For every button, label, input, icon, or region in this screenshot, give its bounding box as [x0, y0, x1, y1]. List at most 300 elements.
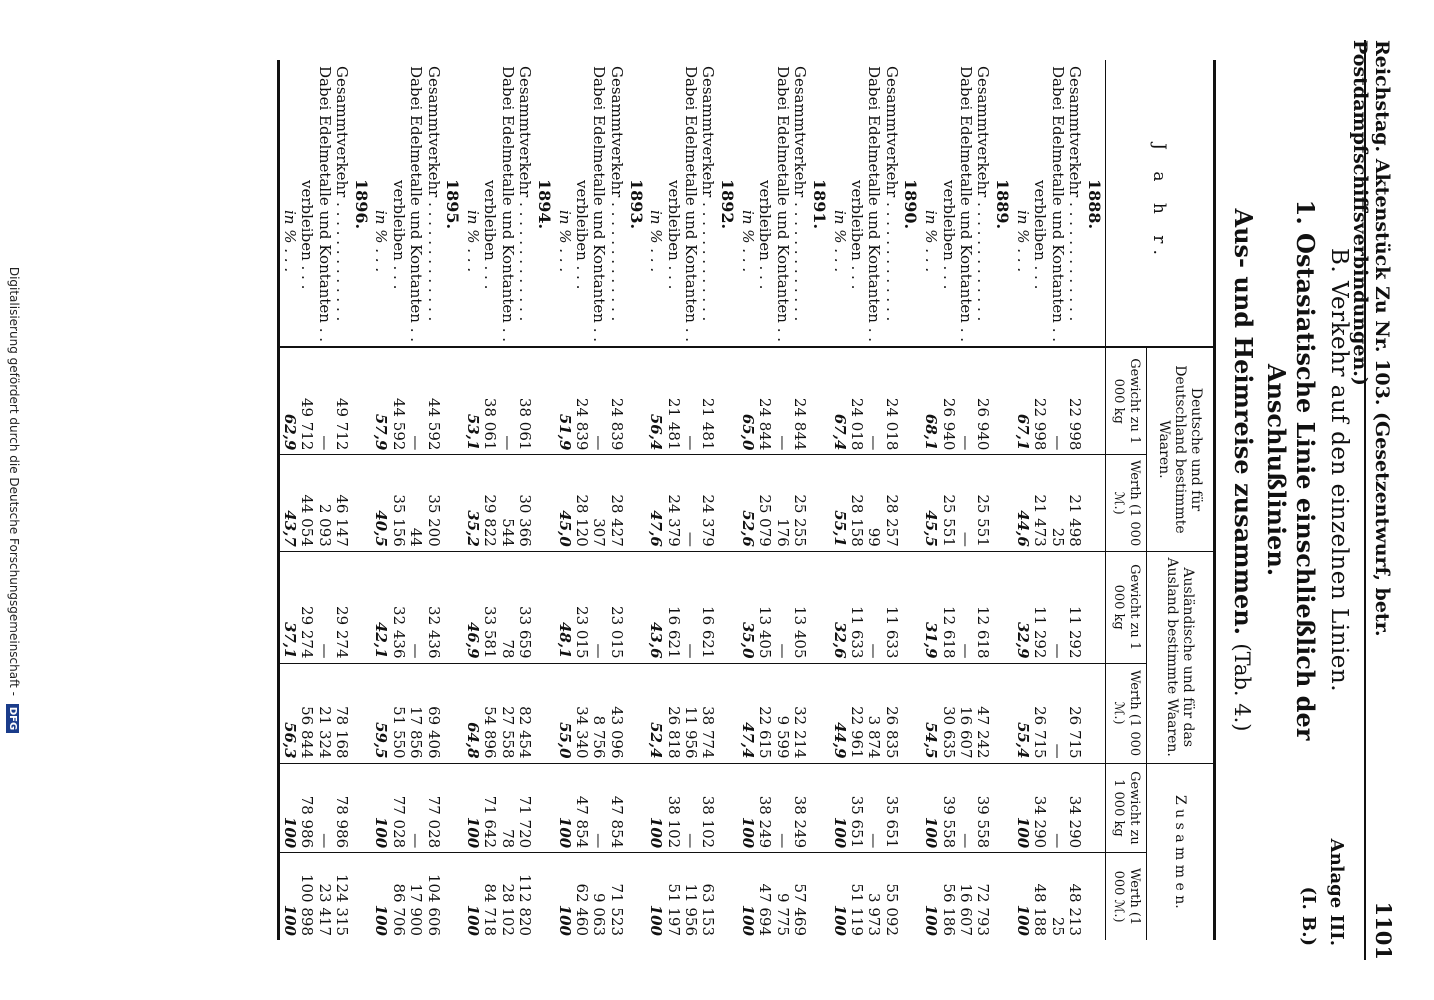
- row-label-verbleiben: verbleiben . . .: [664, 60, 681, 347]
- value-cell: 124 315: [333, 853, 350, 940]
- empty-cell: [350, 455, 372, 551]
- row-label-gesammt: Gesammtverkehr . . . . . . . . . . . . .: [424, 60, 441, 347]
- value-cell: 100: [555, 763, 572, 853]
- value-cell: 23 417: [315, 853, 332, 940]
- value-cell: —: [590, 763, 607, 853]
- value-cell: 47 242: [974, 663, 991, 763]
- value-cell: 21 481: [664, 347, 681, 455]
- group-header-german: Deutsche und für Deutschland bestimmte Waaren.: [1147, 347, 1215, 551]
- table-row: [882, 60, 899, 940]
- value-cell: 24 018: [882, 347, 899, 455]
- year-row: [625, 60, 647, 940]
- value-cell: 27 558: [498, 663, 515, 763]
- row-label-dabei: Dabei Edelmetalle und Kontanten . .: [865, 60, 882, 347]
- value-cell: —: [957, 551, 974, 663]
- value-cell: 72 793: [974, 853, 991, 940]
- value-cell: 51,9: [555, 347, 572, 455]
- empty-cell: [533, 663, 555, 763]
- year-row: [900, 60, 922, 940]
- empty-cell: [350, 853, 372, 940]
- value-cell: 100: [372, 763, 389, 853]
- value-cell: 100: [464, 853, 481, 940]
- value-cell: 21 324: [315, 663, 332, 763]
- subheader-gewicht: Gewicht zu 1 000 kg: [1106, 763, 1147, 853]
- value-cell: 39 558: [974, 763, 991, 853]
- year-label: 1894.: [533, 60, 555, 347]
- value-cell: 38 102: [699, 763, 716, 853]
- value-cell: 55 092: [882, 853, 899, 940]
- value-cell: —: [773, 763, 790, 853]
- table-row: [1048, 60, 1065, 940]
- empty-cell: [717, 455, 739, 551]
- value-cell: 100: [739, 763, 756, 853]
- value-cell: 24 844: [756, 347, 773, 455]
- value-cell: 24 844: [791, 347, 808, 455]
- row-label-verbleiben: verbleiben . . .: [573, 60, 590, 347]
- value-cell: —: [1048, 347, 1065, 455]
- value-cell: 44,9: [830, 663, 847, 763]
- empty-cell: [900, 763, 922, 853]
- table-row: [865, 60, 882, 940]
- value-cell: 100: [739, 853, 756, 940]
- value-cell: 26 818: [664, 663, 681, 763]
- value-cell: 44 592: [389, 347, 406, 455]
- value-cell: 55,1: [830, 455, 847, 551]
- row-label-gesammt: Gesammtverkehr . . . . . . . . . . . . .: [974, 60, 991, 347]
- empty-cell: [991, 347, 1013, 455]
- table-row: [664, 60, 681, 940]
- value-cell: 33 659: [516, 551, 533, 663]
- row-label-pct: in % . . .: [279, 60, 298, 347]
- table-row: [1031, 60, 1048, 940]
- value-cell: 28 102: [498, 853, 515, 940]
- value-cell: 100: [464, 763, 481, 853]
- value-cell: 17 900: [407, 853, 424, 940]
- value-cell: 47,6: [647, 455, 664, 551]
- empty-cell: [442, 763, 464, 853]
- annex-label: Anlage III.: [1326, 838, 1347, 946]
- value-cell: 43 096: [607, 663, 624, 763]
- value-cell: 43,6: [647, 551, 664, 663]
- value-cell: —: [1048, 663, 1065, 763]
- row-label-pct: in % . . .: [647, 60, 664, 347]
- value-cell: 57 469: [791, 853, 808, 940]
- value-cell: 30 366: [516, 455, 533, 551]
- empty-cell: [808, 347, 830, 455]
- value-cell: 78 168: [333, 663, 350, 763]
- value-cell: 43,7: [279, 455, 298, 551]
- value-cell: 21 481: [699, 347, 716, 455]
- empty-cell: [991, 663, 1013, 763]
- value-cell: 48 188: [1031, 853, 1048, 940]
- row-label-gesammt: Gesammtverkehr . . . . . . . . . . . . .: [607, 60, 624, 347]
- table-row: [407, 60, 424, 940]
- row-label-dabei: Dabei Edelmetalle und Kontanten . .: [498, 60, 515, 347]
- value-cell: 21 498: [1066, 455, 1083, 551]
- subheader-werth: Werth (1 000 ℳ.): [1106, 455, 1147, 551]
- value-cell: 38 061: [481, 347, 498, 455]
- value-cell: 2 093: [315, 455, 332, 551]
- value-cell: 34 340: [573, 663, 590, 763]
- value-cell: 307: [590, 455, 607, 551]
- subheader-gewicht: Gewicht zu 1 000 kg: [1106, 551, 1147, 663]
- table-row: [739, 60, 756, 940]
- value-cell: 12 618: [939, 551, 956, 663]
- value-cell: 56 844: [298, 663, 315, 763]
- row-label-verbleiben: verbleiben . . .: [389, 60, 406, 347]
- value-cell: 38 102: [664, 763, 681, 853]
- value-cell: 26 940: [974, 347, 991, 455]
- year-row: [991, 60, 1013, 940]
- value-cell: 64,8: [464, 663, 481, 763]
- row-label-pct: in % . . .: [830, 60, 847, 347]
- value-cell: 56,3: [279, 663, 298, 763]
- row-label-pct: in % . . .: [555, 60, 572, 347]
- value-cell: 24 839: [607, 347, 624, 455]
- value-cell: —: [315, 763, 332, 853]
- row-label-pct: in % . . .: [922, 60, 939, 347]
- empty-cell: [991, 551, 1013, 663]
- value-cell: 59,5: [372, 663, 389, 763]
- value-cell: 35,0: [739, 551, 756, 663]
- row-label-gesammt: Gesammtverkehr . . . . . . . . . . . . .: [333, 60, 350, 347]
- empty-cell: [1083, 551, 1106, 663]
- value-cell: 26 940: [939, 347, 956, 455]
- value-cell: —: [865, 551, 882, 663]
- value-cell: 77 028: [389, 763, 406, 853]
- table-row: [464, 60, 481, 940]
- value-cell: 55,4: [1013, 663, 1030, 763]
- value-cell: 100 898: [298, 853, 315, 940]
- value-cell: 100: [922, 853, 939, 940]
- empty-cell: [533, 347, 555, 455]
- row-label-verbleiben: verbleiben . . .: [848, 60, 865, 347]
- value-cell: 100: [830, 853, 847, 940]
- value-cell: 24 018: [848, 347, 865, 455]
- empty-cell: [900, 853, 922, 940]
- year-label: 1896.: [350, 60, 372, 347]
- table-row: [699, 60, 716, 940]
- row-label-dabei: Dabei Edelmetalle und Kontanten . .: [407, 60, 424, 347]
- row-label-dabei: Dabei Edelmetalle und Kontanten . .: [773, 60, 790, 347]
- year-column-header: J a h r.: [1106, 60, 1215, 347]
- table-row: [315, 60, 332, 940]
- value-cell: 52,4: [647, 663, 664, 763]
- table-body: [279, 60, 1106, 940]
- row-label-dabei: Dabei Edelmetalle und Kontanten . .: [315, 60, 332, 347]
- value-cell: 45,0: [555, 455, 572, 551]
- row-label-verbleiben: verbleiben . . .: [1031, 60, 1048, 347]
- empty-cell: [533, 455, 555, 551]
- empty-cell: [442, 551, 464, 663]
- running-head-text: Reichstag. Aktenstück Zu Nr. 103. (Gesetzentwurf, betr. Postdampfschiffsverbindungen.): [1349, 40, 1393, 637]
- value-cell: 48 213: [1066, 853, 1083, 940]
- value-cell: —: [773, 551, 790, 663]
- value-cell: 49 712: [298, 347, 315, 455]
- value-cell: 29 274: [333, 551, 350, 663]
- value-cell: 51 197: [664, 853, 681, 940]
- value-cell: 30 635: [939, 663, 956, 763]
- value-cell: 13 405: [756, 551, 773, 663]
- value-cell: 24 839: [573, 347, 590, 455]
- table-row: [372, 60, 389, 940]
- year-row: [533, 60, 555, 940]
- table-row: [279, 60, 298, 940]
- value-cell: 57,9: [372, 347, 389, 455]
- year-label: 1895.: [442, 60, 464, 347]
- value-cell: 35 651: [848, 763, 865, 853]
- row-label-gesammt: Gesammtverkehr . . . . . . . . . . . . .: [882, 60, 899, 347]
- value-cell: 71 642: [481, 763, 498, 853]
- empty-cell: [808, 663, 830, 763]
- year-label: 1888.: [1083, 60, 1106, 347]
- empty-cell: [625, 663, 647, 763]
- value-cell: 65,0: [739, 347, 756, 455]
- empty-cell: [625, 763, 647, 853]
- value-cell: —: [865, 347, 882, 455]
- value-cell: 11 956: [682, 663, 699, 763]
- value-cell: 47 854: [573, 763, 590, 853]
- value-cell: 46,9: [464, 551, 481, 663]
- value-cell: 32 214: [791, 663, 808, 763]
- year-label: 1891.: [808, 60, 830, 347]
- row-label-dabei: Dabei Edelmetalle und Kontanten . .: [1048, 60, 1065, 347]
- value-cell: —: [773, 347, 790, 455]
- empty-cell: [350, 763, 372, 853]
- value-cell: 69 406: [424, 663, 441, 763]
- annex-label-block: [1294, 839, 1350, 946]
- traffic-table: [277, 60, 1216, 940]
- value-cell: —: [1048, 763, 1065, 853]
- value-cell: 29 822: [481, 455, 498, 551]
- value-cell: 32 436: [424, 551, 441, 663]
- empty-cell: [717, 663, 739, 763]
- table-row: [555, 60, 572, 940]
- value-cell: 25 551: [939, 455, 956, 551]
- year-label: 1889.: [991, 60, 1013, 347]
- value-cell: 78: [498, 551, 515, 663]
- value-cell: —: [682, 455, 699, 551]
- empty-cell: [900, 551, 922, 663]
- value-cell: 26 715: [1031, 663, 1048, 763]
- value-cell: 35,2: [464, 455, 481, 551]
- value-cell: 37,1: [279, 551, 298, 663]
- row-label-pct: in % . . .: [464, 60, 481, 347]
- value-cell: 54,5: [922, 663, 939, 763]
- row-label-verbleiben: verbleiben . . .: [481, 60, 498, 347]
- value-cell: —: [682, 347, 699, 455]
- value-cell: 25: [1048, 455, 1065, 551]
- value-cell: 47 694: [756, 853, 773, 940]
- table-row: [773, 60, 790, 940]
- page-number: 1101: [1371, 901, 1396, 960]
- row-label-gesammt: Gesammtverkehr . . . . . . . . . . . . .: [699, 60, 716, 347]
- value-cell: —: [590, 551, 607, 663]
- empty-cell: [1083, 455, 1106, 551]
- value-cell: 51 550: [389, 663, 406, 763]
- header-rule: [1364, 40, 1366, 960]
- value-cell: 32,9: [1013, 551, 1030, 663]
- table-row: [939, 60, 956, 940]
- value-cell: 71 720: [516, 763, 533, 853]
- value-cell: 78 986: [298, 763, 315, 853]
- value-cell: —: [1048, 551, 1065, 663]
- value-cell: 54 896: [481, 663, 498, 763]
- empty-cell: [717, 551, 739, 663]
- value-cell: —: [865, 763, 882, 853]
- value-cell: 28 120: [573, 455, 590, 551]
- value-cell: 11 633: [848, 551, 865, 663]
- value-cell: 16 621: [699, 551, 716, 663]
- row-label-dabei: Dabei Edelmetalle und Kontanten . .: [682, 60, 699, 347]
- value-cell: —: [590, 347, 607, 455]
- table-row: [974, 60, 991, 940]
- value-cell: —: [407, 347, 424, 455]
- empty-cell: [533, 551, 555, 663]
- empty-cell: [808, 455, 830, 551]
- value-cell: 22 615: [756, 663, 773, 763]
- dfg-logo: DFG: [6, 704, 19, 733]
- value-cell: 9 063: [590, 853, 607, 940]
- value-cell: 29 274: [298, 551, 315, 663]
- table-row: [516, 60, 533, 940]
- value-cell: 67,4: [830, 347, 847, 455]
- group-header-total: Z u s a m m e n.: [1147, 763, 1215, 940]
- value-cell: 11 633: [882, 551, 899, 663]
- value-cell: —: [957, 455, 974, 551]
- value-cell: 40,5: [372, 455, 389, 551]
- table-row: [830, 60, 847, 940]
- value-cell: 100: [647, 853, 664, 940]
- year-row: [808, 60, 830, 940]
- empty-cell: [533, 853, 555, 940]
- value-cell: 34 290: [1066, 763, 1083, 853]
- value-cell: 35 200: [424, 455, 441, 551]
- table-row: [791, 60, 808, 940]
- value-cell: 100: [555, 853, 572, 940]
- value-cell: 82 454: [516, 663, 533, 763]
- value-cell: 100: [1013, 763, 1030, 853]
- table-row: [298, 60, 315, 940]
- empty-cell: [442, 455, 464, 551]
- value-cell: 24 379: [664, 455, 681, 551]
- table-row: [389, 60, 406, 940]
- empty-cell: [625, 551, 647, 663]
- value-cell: 47,4: [739, 663, 756, 763]
- table-row: [1013, 60, 1030, 940]
- table-row: [848, 60, 865, 940]
- value-cell: 22 961: [848, 663, 865, 763]
- value-cell: 9 775: [773, 853, 790, 940]
- value-cell: 3 973: [865, 853, 882, 940]
- value-cell: 26 715: [1066, 663, 1083, 763]
- value-cell: 55,0: [555, 663, 572, 763]
- running-head: [1349, 40, 1396, 960]
- empty-cell: [350, 663, 372, 763]
- subheader-werth: Werth (1 000 ℳ.): [1106, 663, 1147, 763]
- value-cell: 35 156: [389, 455, 406, 551]
- table-row: [590, 60, 607, 940]
- value-cell: 44 592: [424, 347, 441, 455]
- value-cell: 100: [372, 853, 389, 940]
- value-cell: —: [315, 551, 332, 663]
- digitization-note: [6, 0, 21, 1000]
- year-label: 1890.: [900, 60, 922, 347]
- empty-cell: [808, 551, 830, 663]
- value-cell: 34 290: [1031, 763, 1048, 853]
- row-label-pct: in % . . .: [1013, 60, 1030, 347]
- value-cell: 23 015: [573, 551, 590, 663]
- table-row: [922, 60, 939, 940]
- value-cell: 78: [498, 763, 515, 853]
- value-cell: 68,1: [922, 347, 939, 455]
- year-label: 1893.: [625, 60, 647, 347]
- value-cell: 100: [922, 763, 939, 853]
- empty-cell: [625, 347, 647, 455]
- value-cell: 16 621: [664, 551, 681, 663]
- value-cell: 32,6: [830, 551, 847, 663]
- empty-cell: [350, 347, 372, 455]
- value-cell: 62 460: [573, 853, 590, 940]
- empty-cell: [808, 763, 830, 853]
- year-row: [350, 60, 372, 940]
- value-cell: 84 718: [481, 853, 498, 940]
- empty-cell: [442, 853, 464, 940]
- value-cell: 38 774: [699, 663, 716, 763]
- table-head: [1106, 60, 1215, 940]
- value-cell: 77 028: [424, 763, 441, 853]
- value-cell: 56 186: [939, 853, 956, 940]
- empty-cell: [1083, 347, 1106, 455]
- value-cell: 100: [1013, 853, 1030, 940]
- digitization-text: Digitalisierung gefördert durch die Deutsche Forschungsgemeinschaft -: [7, 266, 21, 696]
- value-cell: 44,6: [1013, 455, 1030, 551]
- value-cell: 71 523: [607, 853, 624, 940]
- value-cell: 78 986: [333, 763, 350, 853]
- value-cell: 23 015: [607, 551, 624, 663]
- empty-cell: [533, 763, 555, 853]
- annex-ref: (I. B.): [1298, 886, 1319, 946]
- empty-cell: [900, 455, 922, 551]
- value-cell: 38 061: [516, 347, 533, 455]
- table-row: [424, 60, 441, 940]
- table-row: [333, 60, 350, 940]
- value-cell: —: [957, 763, 974, 853]
- value-cell: 544: [498, 455, 515, 551]
- year-row: [1083, 60, 1106, 940]
- value-cell: —: [407, 551, 424, 663]
- empty-cell: [442, 347, 464, 455]
- value-cell: 47 854: [607, 763, 624, 853]
- empty-cell: [808, 853, 830, 940]
- value-cell: 35 651: [882, 763, 899, 853]
- value-cell: 16 607: [957, 853, 974, 940]
- value-cell: 17 856: [407, 663, 424, 763]
- row-label-gesammt: Gesammtverkehr . . . . . . . . . . . . .: [516, 60, 533, 347]
- value-cell: —: [682, 551, 699, 663]
- table-row: [756, 60, 773, 940]
- value-cell: 45,5: [922, 455, 939, 551]
- value-cell: 62,9: [279, 347, 298, 455]
- row-label-dabei: Dabei Edelmetalle und Kontanten . .: [590, 60, 607, 347]
- value-cell: 46 147: [333, 455, 350, 551]
- empty-cell: [625, 853, 647, 940]
- empty-cell: [991, 853, 1013, 940]
- section-title: B. Verkehr auf den einzelnen Linien.: [1326, 247, 1352, 693]
- value-cell: 22 998: [1066, 347, 1083, 455]
- table-row: [481, 60, 498, 940]
- empty-cell: [350, 551, 372, 663]
